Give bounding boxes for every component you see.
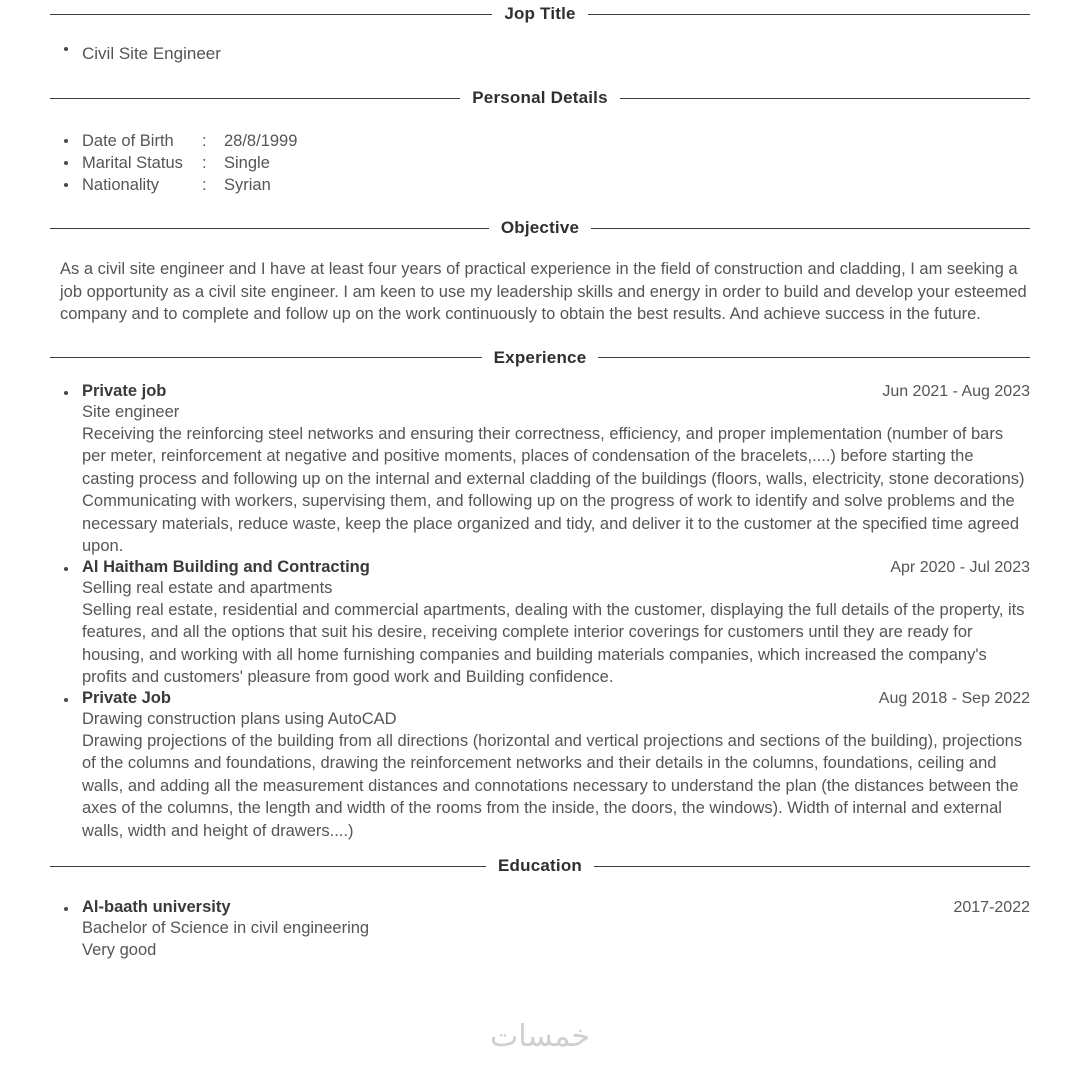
rule-left: [50, 357, 482, 358]
rule-right: [594, 866, 1030, 867]
section-title: Education: [498, 856, 582, 875]
experience-entry-header: [82, 382, 1030, 401]
experience-entry-header: [82, 689, 1030, 708]
experience-description: Receiving the reinforcing steel networks and ensuring their correctness, efficiency, and proper implementation (number of bars per meter, reinforcement at negative and positive moments, places of condensation of the bracelets,....) before starting the casting process and following up on the internal and external cladding of the buildings (floors, walls, electricity, stone decorations) Communicating with workers, supervising them, and following up on the progress of work to identify and solve problems and the necessary materials, reduce waste, keep the place organized and tidy, and deliver it to the customer at the specified time agreed upon.: [82, 424, 1025, 555]
list-item: [50, 558, 1030, 689]
personal-detail-row: [82, 174, 1030, 196]
list-item: [50, 689, 1030, 843]
experience-organization: Private Job: [82, 688, 171, 707]
detail-label: Marital Status: [82, 154, 183, 172]
personal-detail-row: [82, 152, 1030, 174]
experience-role: Site engineer: [82, 402, 180, 421]
experience-organization: Al Haitham Building and Contracting: [82, 557, 370, 576]
detail-colon: :: [202, 154, 207, 172]
education-dates: 2017-2022: [953, 899, 1030, 916]
rule-right: [598, 357, 1030, 358]
detail-value: Syrian: [224, 176, 271, 194]
education-school: Al-baath university: [82, 898, 231, 916]
section-header-job-title: [50, 0, 1030, 28]
section-title: Objective: [500, 218, 580, 237]
experience-block: [50, 382, 1030, 843]
section-title: Experience: [493, 347, 587, 367]
rule-right: [591, 228, 1030, 229]
job-title-block: [50, 38, 1030, 66]
experience-description: Drawing projections of the building from all directions (horizontal and vertical projections and sections of the building), projections of the columns and foundations, drawing the reinforcement networks and their details in the columns, foundations, ceiling and walls, and adding all the measurement distances and connotations necessary to understand the plan (the distances between the axes of the columns, the length and width of the rooms from the inside, the doors, the windows). Width of internal and external walls, width and height of drawers....): [82, 731, 1023, 840]
section-header-objective: [50, 214, 1030, 242]
detail-colon: :: [202, 132, 207, 150]
education-entry-header: [82, 898, 1030, 917]
list-item: [50, 130, 1030, 152]
job-title-text: Civil Site Engineer: [82, 44, 221, 63]
list-item: [50, 152, 1030, 174]
experience-dates: Jun 2021 - Aug 2023: [882, 382, 1030, 400]
section-title: Personal Details: [472, 88, 608, 107]
list-item: [50, 382, 1030, 558]
section-title: Jop Title: [504, 4, 576, 23]
education-block: [50, 898, 1030, 961]
experience-dates: Apr 2020 - Jul 2023: [890, 558, 1030, 576]
personal-details-list: [50, 130, 1030, 196]
detail-colon: :: [202, 176, 207, 194]
list-item: [50, 898, 1030, 961]
job-title-list: [50, 38, 1030, 66]
experience-description: Selling real estate, residential and commercial apartments, dealing with the customer, displaying the full details of the property, its features, and all the options that suit his desire, receiving complete interior coverings for customers until they are ready for housing, and working with all home furnishing companies and building materials companies, which increased the company's profits and customers' pleasure from good work and Building confidence.: [82, 600, 1025, 686]
experience-dates: Aug 2018 - Sep 2022: [878, 689, 1030, 707]
rule-left: [50, 866, 486, 867]
rule-right: [620, 98, 1030, 99]
section-header-personal-details: [50, 84, 1030, 112]
experience-role: Drawing construction plans using AutoCAD: [82, 709, 397, 728]
education-grade: Very good: [82, 941, 157, 959]
section-header-education: [50, 852, 1030, 880]
watermark: خمسات: [489, 1019, 591, 1054]
objective-text: As a civil site engineer and I have at least four years of practical experience in the field of construction and cladding, I am seeking a job opportunity as a civil site engineer. I am keen to use my leadership skills and energy in order to build and develop your esteemed company and to complete and follow up on the work continuously to obtain the best results. And achieve success in the future.: [60, 260, 1027, 323]
experience-role: Selling real estate and apartments: [82, 578, 333, 597]
personal-detail-row: [82, 130, 1030, 152]
detail-label: Date of Birth: [82, 132, 174, 150]
education-degree: Bachelor of Science in civil engineering: [82, 919, 370, 937]
detail-label: Nationality: [82, 176, 160, 194]
experience-list: [50, 382, 1030, 843]
experience-organization: Private job: [82, 381, 167, 400]
rule-right: [588, 14, 1030, 15]
rule-left: [50, 98, 460, 99]
experience-entry-header: [82, 558, 1030, 577]
rule-left: [50, 14, 492, 15]
rule-left: [50, 228, 489, 229]
list-item: [50, 38, 1030, 66]
section-header-experience: [50, 344, 1030, 372]
detail-value: Single: [224, 154, 270, 172]
list-item: [50, 174, 1030, 196]
personal-details-block: [50, 130, 1030, 196]
education-list: [50, 898, 1030, 961]
detail-value: 28/8/1999: [224, 132, 298, 150]
